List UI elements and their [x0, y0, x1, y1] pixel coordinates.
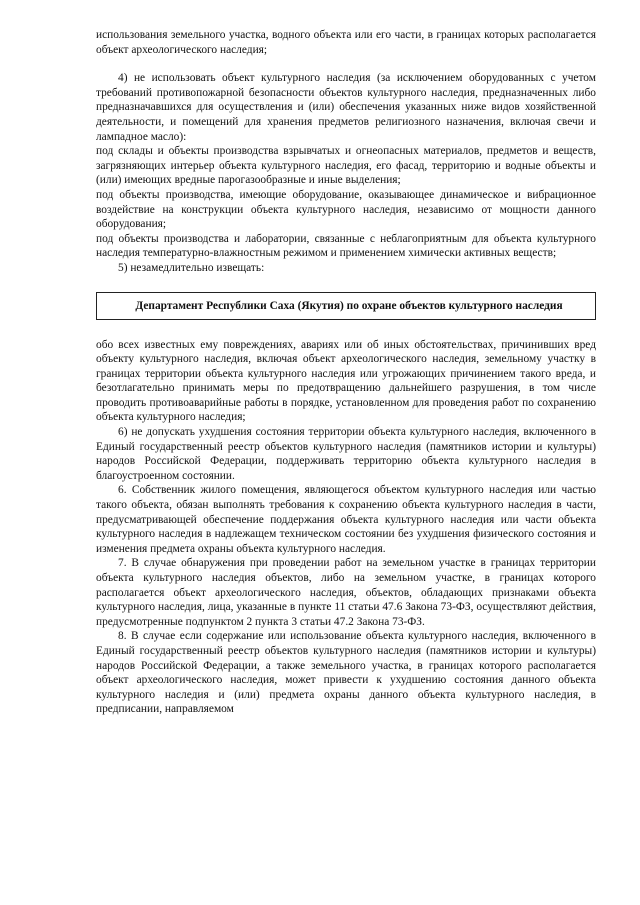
top-fragment-paragraph: использования земельного участка, водного объекта или его части, в границах которых располагается объект археологического наследия; — [96, 29, 596, 56]
after-box-paragraph: обо всех известных ему повреждениях, авариях или об иных обстоятельствах, причинивших вред объекту культурного наследия, включая объект археологического наследия, земельному участку в границах территории объекта культурного наследия или угрожающих причинением такого вреда, и безотлагательно принимать меры по предотвращению дальнейшего разрушения, в том числе проводить противоаварийные работы в порядке, установленном для проведения работ по сохранению объекта культурного наследия; — [96, 338, 596, 424]
authority-box: Департамент Республики Саха (Якутия) по охране объектов культурного наследия — [96, 292, 596, 320]
item-6-paragraph: 6) не допускать ухудшения состояния территории объекта культурного наследия, включенного в Единый государственный реестр объектов культурного наследия (памятников истории и культуры) народов Российской Федерации, поддерживать территорию объекта культурного наследия в благоустроенном состоянии. — [96, 426, 596, 482]
section-7-paragraph: 7. В случае обнаружения при проведении работ на земельном участке в границах территории объекта культурного наследия объектов, либо на земельном участке, в границах которого располагается объект археологического наследия, объектов, обладающих признаками объекта культурного наследия, лица, указанные в пункте 11 статьи 47.6 Закона 73-ФЗ, осуществляют действия, предусмотренные подпунктом 2 пункта 3 статьи 47.2 Закона 73-ФЗ. — [96, 557, 596, 628]
document-page — [96, 28, 596, 717]
item-4-paragraph: 4) не использовать объект культурного наследия (за исключением оборудованных с учетом требований противопожарной безопасности объектов культурного наследия, предназначенных либо предназначавшихся для осуществления и (или) обеспечения указанных ниже видов хозяйственной деятельности, и помещений для хранения предметов религиозного назначения, включая свечи и лампадное масло): — [96, 72, 596, 143]
sub-item-laboratories: под объекты производства и лаборатории, связанные с неблагоприятным для объекта культурного наследия температурно-влажностным режимом и применением химически активных веществ; — [96, 232, 596, 260]
sub-item-vibration: под объекты производства, имеющие оборудование, оказывающее динамическое и вибрационное воздействие на конструкции объекта культурного наследия, независимо от мощности данного оборудования; — [96, 188, 596, 231]
section-8-paragraph: 8. В случае если содержание или использование объекта культурного наследия, включенного в Единый государственный реестр объектов культурного наследия (памятников истории и культуры) народов Российской Федерации, а также земельного участка, в границах которого располагается объект археологического наследия, может привести к ухудшению состояния данного объекта культурного наследия и (или) предмета охраны данного объекта культурного наследия, в предписании, направляемом — [96, 630, 596, 716]
item-5-paragraph: 5) незамедлительно извещать: — [118, 261, 265, 274]
sub-item-warehouses: под склады и объекты производства взрывчатых и огнеопасных материалов, предметов и веществ, загрязняющих интерьер объекта культурного наследия, его фасад, территорию и водные объекты и (или) имеющих вредные парогазообразные и иные выделения; — [96, 145, 596, 187]
section-6-paragraph: 6. Собственник жилого помещения, являющегося объектом культурного наследия или частью такого объекта, обязан выполнять требования к сохранению объекта культурного наследия в части, предусматривающей обеспечение поддержания объекта культурного наследия или части объекта культурного наследия в надлежащем техническом состоянии без ухудшения физического состояния и изменения предмета охраны объекта культурного наследия. — [96, 484, 596, 555]
